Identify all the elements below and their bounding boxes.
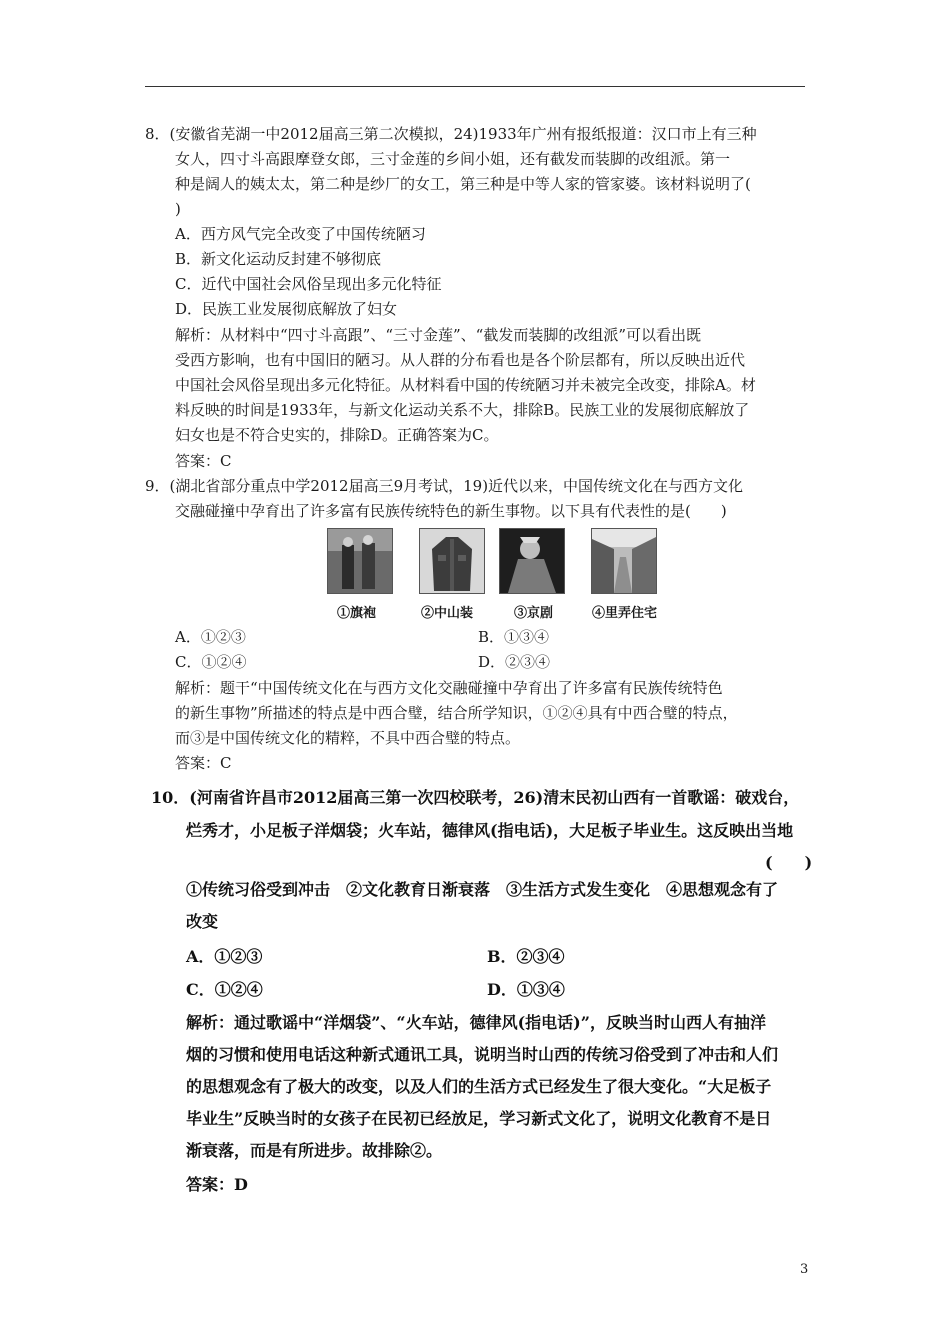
q8-analysis-line-5: 妇女也是不符合史实的，排除D。正确答案为C。 <box>175 426 499 444</box>
q10-stem-line-1: 10．(河南省许昌市2012届高三第一次四校联考，26)清末民初山西有一首歌谣：破戏台， <box>151 788 800 807</box>
q8-option-c: C．近代中国社会风俗呈现出多元化特征 <box>175 275 442 293</box>
q8-option-a: A．西方风气完全改变了中国传统陋习 <box>175 225 426 243</box>
q8-option-d: D．民族工业发展彻底解放了妇女 <box>175 300 398 318</box>
q9-caption-2: ②中山装 <box>421 606 474 621</box>
header-rule <box>145 86 805 87</box>
q10-analysis-line-2: 烟的习惯和使用电话这种新式通讯工具，说明当时山西的传统习俗受到了冲击和人们 <box>186 1045 779 1064</box>
qipao-photo <box>327 528 393 594</box>
q9-caption-3: ③京剧 <box>514 606 554 621</box>
q10-option-c: C．①②④ <box>186 980 263 999</box>
q10-analysis-line-4: 毕业生”反映当时的女孩子在民初已经放足，学习新式文化了，说明文化教育不是日 <box>186 1109 772 1128</box>
q10-choices-line: ①传统习俗受到冲击 ②文化教育日渐衰落 ③生活方式发生变化 ④思想观念有了 <box>186 880 779 899</box>
q9-answer: 答案：C <box>175 754 232 772</box>
q8-stem-line-1: 8．(安徽省芜湖一中2012届高三第二次模拟，24)1933年广州有报纸报道：汉口市上有三种 <box>145 125 757 143</box>
q8-answer: 答案：C <box>175 452 232 470</box>
q9-stem-line-2: 交融碰撞中孕育出了许多富有民族传统特色的新生事物。以下具有代表性的是( ) <box>175 502 727 520</box>
q8-analysis-line-1: 解析：从材料中“四寸斗高跟”、“三寸金莲”、“截发而装脚的改组派”可以看出既 <box>175 326 702 344</box>
q10-stem-line-2: 烂秀才，小足板子洋烟袋；火车站，德律风(指电话)，大足板子毕业生。这反映出当地 <box>186 821 794 840</box>
q10-option-d: D．①③④ <box>487 980 565 999</box>
q10-option-a: A．①②③ <box>186 947 263 966</box>
q8-analysis-line-4: 料反映的时间是1933年，与新文化运动关系不大，排除B。民族工业的发展彻底解放了 <box>175 401 750 419</box>
q9-option-a: A．①②③ <box>175 628 246 646</box>
q10-analysis-line-1: 解析：通过歌谣中“洋烟袋”、“火车站，德律风(指电话)”，反映当时山西人有抽洋 <box>186 1013 766 1032</box>
q8-stem-line-2: 女人，四寸斗高跟摩登女郎，三寸金莲的乡间小姐，还有截发而装脚的改组派。第一 <box>175 150 731 168</box>
peking-opera-photo <box>499 528 565 594</box>
q10-bracket: ( ) <box>765 853 813 872</box>
q8-analysis-line-3: 中国社会风俗呈现出多元化特征。从材料看中国的传统陋习并未被完全改变，排除A。材 <box>175 376 756 394</box>
q9-stem-line-1: 9．(湖北省部分重点中学2012届高三9月考试，19)近代以来，中国传统文化在与西方文化 <box>145 477 744 495</box>
q9-analysis-line-2: 的新生事物”所描述的特点是中西合璧，结合所学知识，①②④具有中西合璧的特点， <box>175 704 738 722</box>
q10-analysis-line-5: 渐衰落，而是有所进步。故排除②。 <box>186 1141 443 1160</box>
q9-option-c: C．①②④ <box>175 653 247 671</box>
q8-stem-line-3: 种是阔人的姨太太，第二种是纱厂的女工，第三种是中等人家的管家婆。该材料说明了( <box>175 175 751 193</box>
q10-analysis-line-3: 的思想观念有了极大的改变，以及人们的生活方式已经发生了很大变化。“大足板子 <box>186 1077 772 1096</box>
q9-caption-4: ④里弄住宅 <box>592 606 658 621</box>
q10-choices-cont: 改变 <box>186 912 219 931</box>
zhongshan-suit-photo <box>419 528 485 594</box>
lilong-house-photo <box>591 528 657 594</box>
q9-caption-1: ①旗袍 <box>337 606 377 621</box>
q10-option-b: B．②③④ <box>487 947 565 966</box>
q8-stem-line-4: ) <box>175 200 181 218</box>
q8-analysis-line-2: 受西方影响，也有中国旧的陋习。从人群的分布看也是各个阶层都有，所以反映出近代 <box>175 351 746 369</box>
q10-answer: 答案：D <box>186 1175 248 1194</box>
q9-image-strip <box>327 528 667 594</box>
q9-analysis-line-3: 而③是中国传统文化的精粹，不具中西合璧的特点。 <box>175 729 521 747</box>
q9-analysis-line-1: 解析：题干“中国传统文化在与西方文化交融碰撞中孕育出了许多富有民族传统特色 <box>175 679 723 697</box>
q8-option-b: B．新文化运动反封建不够彻底 <box>175 250 382 268</box>
q9-option-b: B．①③④ <box>478 628 550 646</box>
q9-option-d: D．②③④ <box>478 653 551 671</box>
page-number: 3 <box>800 1262 809 1277</box>
